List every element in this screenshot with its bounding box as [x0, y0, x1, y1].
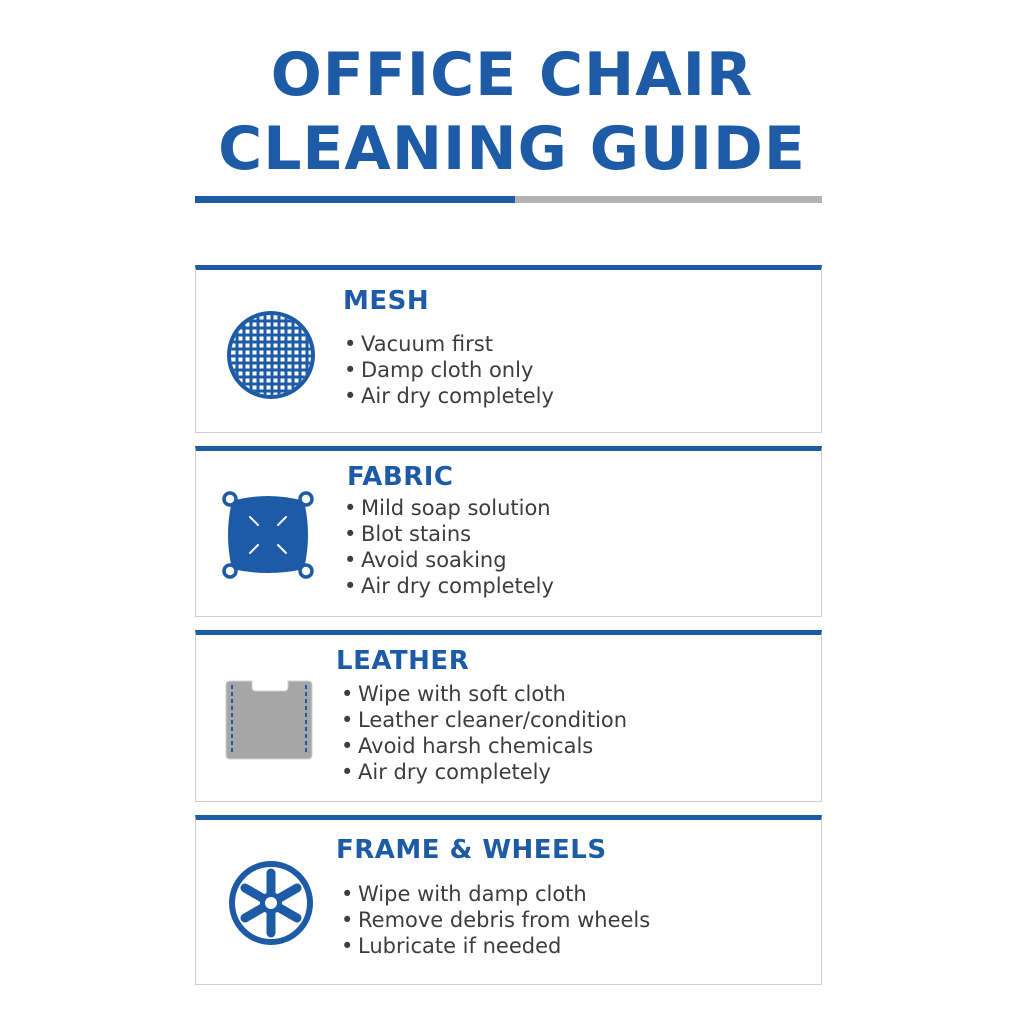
- bullet-list-leather: [341, 681, 627, 785]
- list-item: • Mild soap solution: [344, 496, 551, 520]
- title-divider: [195, 196, 822, 203]
- fabric-square-icon: [220, 487, 316, 583]
- mesh-circle-icon: [224, 308, 318, 402]
- list-item: • Air dry completely: [344, 574, 554, 598]
- section-heading-fabric: FABRIC: [347, 462, 454, 492]
- bullet-list-fabric: [344, 495, 554, 599]
- list-item: • Remove debris from wheels: [341, 908, 651, 932]
- list-item: • Damp cloth only: [344, 358, 534, 382]
- list-item: • Air dry completely: [344, 384, 554, 408]
- leather-panel-icon: [224, 679, 314, 761]
- section-card-leather: [195, 630, 822, 802]
- section-heading-frame-wheels: FRAME & WHEELS: [336, 835, 607, 865]
- section-heading-leather: LEATHER: [336, 646, 470, 676]
- list-item: • Vacuum first: [344, 332, 493, 356]
- wheel-icon: [226, 858, 316, 948]
- bullet-list-mesh: [344, 331, 554, 409]
- page-title: [0, 38, 1024, 186]
- bullet-list-frame-wheels: [341, 881, 650, 959]
- section-card-mesh: [195, 265, 822, 433]
- list-item: • Lubricate if needed: [341, 934, 562, 958]
- section-heading-mesh: MESH: [343, 286, 430, 316]
- list-item: • Wipe with soft cloth: [341, 682, 566, 706]
- list-item: • Avoid harsh chemicals: [341, 734, 594, 758]
- list-item: • Avoid soaking: [344, 548, 507, 572]
- title-line-2: CLEANING GUIDE: [218, 114, 806, 184]
- section-card-frame-wheels: [195, 815, 822, 985]
- title-divider-accent: [195, 196, 515, 203]
- list-item: • Leather cleaner/condition: [341, 708, 628, 732]
- section-card-fabric: [195, 446, 822, 617]
- list-item: • Blot stains: [344, 522, 472, 546]
- title-line-1: OFFICE CHAIR: [270, 40, 754, 110]
- list-item: • Wipe with damp cloth: [341, 882, 587, 906]
- list-item: • Air dry completely: [341, 760, 551, 784]
